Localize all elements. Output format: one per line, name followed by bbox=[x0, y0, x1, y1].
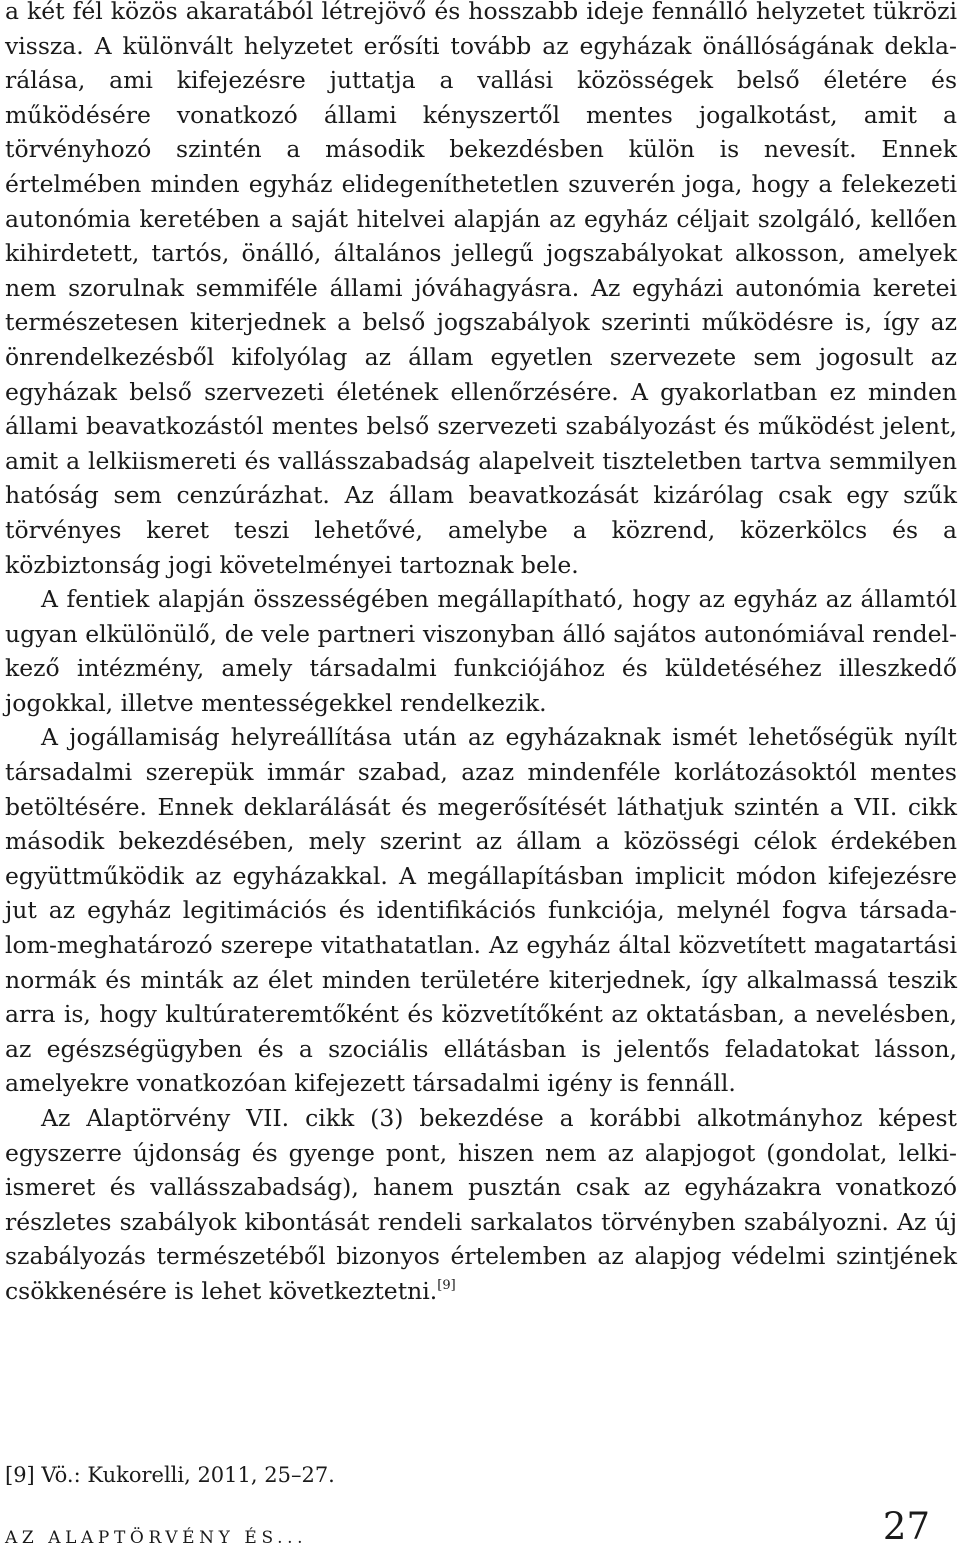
page-number: 27 bbox=[882, 1505, 930, 1548]
footnote-reference: [9] bbox=[437, 1277, 456, 1293]
footnote: [9] Vö.: Kukorelli, 2011, 25–27. bbox=[5, 1463, 335, 1487]
paragraph-4-text: Az Alaptörvény VII. cikk (3) bekezdése a korábbi alkotmányhoz képest egyszerre újdonság és gyenge pont, hiszen nem az alapjogot (gondolat, lelkiismeret és vallásszabadság), hanem pusztán csak az egyházakra vonatkozó részletes szabályok kibontását rendeli sarkalatos törvényben szabályozni. Az új szabályozás természetéből bizonyos értelemben az alapjog védelmi szintjének csökkenésére is lehet következtetni. bbox=[5, 1104, 957, 1305]
paragraph-3: A jogállamiság helyreállítása után az egyházaknak ismét lehetőségük nyílt társadalmi szerepük immár szabad, azaz mindenféle korlátozásoktól mentes betöltésére. Ennek deklarálását és megerősítését láthatjuk szintén a VII. cikk második bekezdésében, mely szerint az állam a közösségi célok érdekében együttműködik az egyházakkal. A megállapításban implicit módon kifejezésre jut az egyház legitimációs és identifikációs funkciója, melynél fogva társadalom-meghatározó szerepe vitathatatlan. Az egyház által közvetített magatartási normák és minták az élet minden területére kiterjednek, így alkalmassá teszik arra is, hogy kultúrateremtőként és közvetítőként az oktatásban, a nevelésben, az egészségügyben és a szociális ellátásban is jelentős feladatokat lásson, amelyekre vonatkozóan kifejezett társadalmi igény is fennáll. bbox=[5, 723, 957, 1098]
paragraph-1: a két fél közös akaratából létrejövő és hosszabb ideje fennálló helyzetet tükrözi vissza. A különvált helyzetet erősíti tovább az egyházak önállóságának deklarálása, ami kifejezésre juttatja a vallási közösségek belső életére és működésére vonatkozó állami kényszertől mentes jogalkotást, amit a törvényhozó szintén a második bekezdésben külön is nevesít. Ennek értelmében minden egyház elidegeníthetetlen szuverén joga, hogy a felekezeti autonómia keretében a saját hitelvei alapján az egyház céljait szolgáló, kellően kihirdetett, tartós, önálló, általános jellegű jogszabályokat alkosson, amelyek nem szorulnak semmiféle állami jóváhagyásra. Az egyházi autonómia keretei természetesen kiterjednek a belső jogszabályok szerinti működésre is, így az önrendelkezésből kifolyólag az állam egyetlen szervezete sem jogosult az egyházak belső szervezeti életének ellenőrzésére. A gyakorlatban ez minden állami beavatkozástól mentes belső szervezeti szabályozást és működést jelent, amit a lelkiismereti és vallásszabadság alapelveit tiszteletben tartva semmilyen hatóság sem cenzúrázhat. Az állam beavatkozását kizárólag csak egy szűk törvényes keret teszi lehetővé, amelybe a közrend, közerkölcs és a közbiztonság jogi követelményei tartoznak bele. bbox=[5, 0, 957, 579]
running-title: AZ ALAPTÖRVÉNY ÉS... bbox=[5, 1528, 308, 1548]
paragraph-4 bbox=[5, 1101, 957, 1309]
main-text bbox=[5, 0, 957, 1309]
paragraph-2: A fentiek alapján összességében megállapítható, hogy az egyház az államtól ugyan elkülönülő, de vele partneri viszonyban álló sajátos autonómiával rendelkező intézmény, amely társadalmi funkciójához és küldetéséhez illeszkedő jogokkal, illetve mentességekkel rendelkezik. bbox=[5, 585, 957, 717]
